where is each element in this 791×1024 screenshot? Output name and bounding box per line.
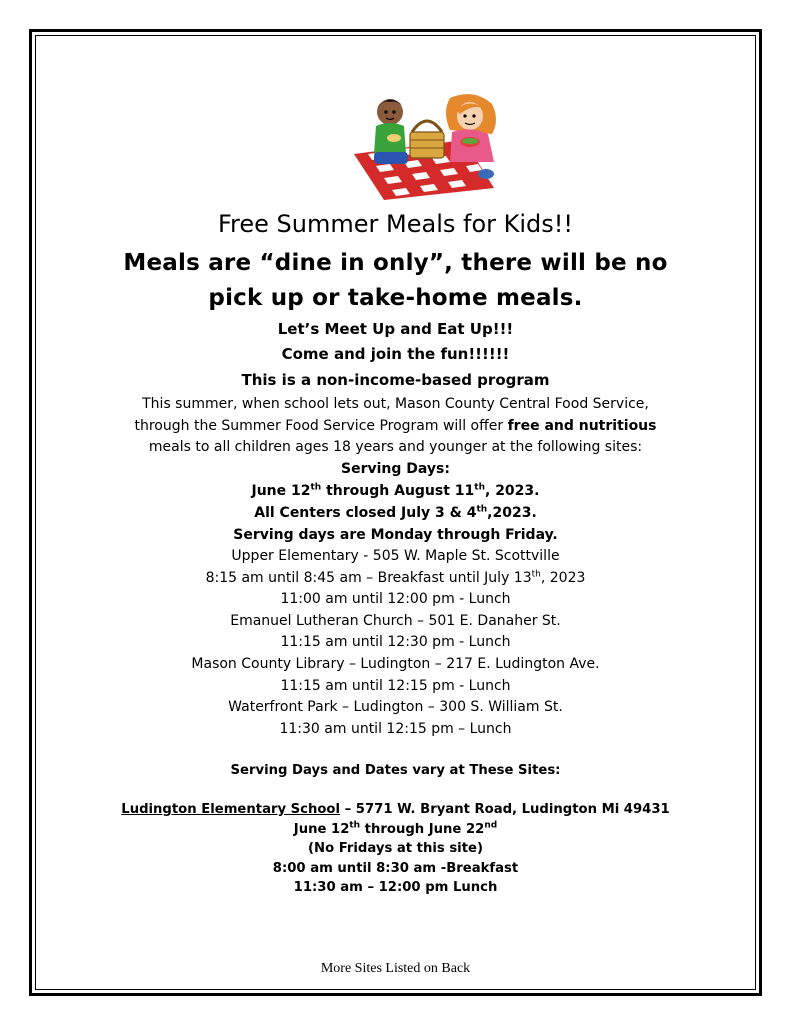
vary-dates-end-sup: nd <box>484 820 498 831</box>
site-waterfront-lunch: 11:30 am until 12:15 pm – Lunch <box>279 721 512 737</box>
intro-line-2 <box>40 418 751 434</box>
intro-free-nutritious: free and nutritious <box>507 418 657 434</box>
site-upper-breakfast <box>40 570 751 586</box>
centers-closed-text: All Centers closed July 3 & 4 <box>254 505 477 521</box>
intro-line-2-text: through the Summer Food Service Program will offer <box>134 418 508 434</box>
serving-weekdays: Serving days are Monday through Friday. <box>233 527 558 543</box>
site-library-lunch: 11:15 am until 12:15 pm - Lunch <box>280 678 511 694</box>
site-upper-elementary: Upper Elementary - 505 W. Maple St. Scottville <box>231 548 560 564</box>
serving-dates-end: through August 11 <box>321 483 475 499</box>
vary-dates <box>40 822 751 837</box>
vary-heading: Serving Days and Dates vary at These Sites: <box>230 763 561 778</box>
tagline-join-fun: Come and join the fun!!!!!! <box>281 345 510 363</box>
site-emanuel: Emanuel Lutheran Church – 501 E. Danaher St. <box>230 613 561 629</box>
site-waterfront: Waterfront Park – Ludington – 300 S. William St. <box>228 699 563 715</box>
vary-lunch: 11:30 am – 12:00 pm Lunch <box>293 880 498 895</box>
serving-days-heading: Serving Days: <box>341 461 450 477</box>
vary-no-fridays: (No Fridays at this site) <box>308 841 483 856</box>
serving-dates-start: June 12 <box>251 483 311 499</box>
centers-closed-year: ,2023. <box>487 505 537 521</box>
vary-dates-start: June 12 <box>293 822 350 837</box>
site-upper-breakfast-year: , 2023 <box>540 570 586 586</box>
serving-dates-start-sup: th <box>310 482 322 493</box>
vary-dates-end: through June 22 <box>360 822 485 837</box>
site-upper-lunch: 11:00 am until 12:00 pm - Lunch <box>280 591 511 607</box>
site-upper-breakfast-sup: th <box>531 569 541 580</box>
subtitle-line-2: pick up or take-home meals. <box>208 285 583 311</box>
intro-line-1: This summer, when school lets out, Mason County Central Food Service, <box>142 396 649 412</box>
vary-school-address: – 5771 W. Bryant Road, Ludington Mi 49431 <box>340 802 670 817</box>
footer-note: More Sites Listed on Back <box>320 961 471 976</box>
intro-line-3: meals to all children ages 18 years and younger at the following sites: <box>148 439 643 455</box>
vary-school-line <box>40 802 751 817</box>
vary-dates-start-sup: th <box>349 820 361 831</box>
tagline-meet-up: Let’s Meet Up and Eat Up!!! <box>277 320 514 338</box>
flyer-title: Free Summer Meals for Kids!! <box>217 210 574 238</box>
site-emanuel-lunch: 11:15 am until 12:30 pm - Lunch <box>280 634 511 650</box>
vary-school-name: Ludington Elementary School <box>121 802 341 817</box>
site-upper-breakfast-text: 8:15 am until 8:45 am – Breakfast until July 13 <box>205 570 532 586</box>
site-library: Mason County Library – Ludington – 217 E. Ludington Ave. <box>191 656 600 672</box>
centers-closed <box>40 505 751 521</box>
vary-breakfast: 8:00 am until 8:30 am -Breakfast <box>272 861 519 876</box>
centers-closed-sup: th <box>476 504 488 515</box>
serving-dates <box>40 483 751 499</box>
serving-dates-year: , 2023. <box>485 483 540 499</box>
tagline-non-income: This is a non-income-based program <box>241 371 550 389</box>
subtitle-line-1: Meals are “dine in only”, there will be no <box>123 250 668 276</box>
serving-dates-end-sup: th <box>474 482 485 493</box>
kids-picnic-illustration <box>346 92 524 202</box>
